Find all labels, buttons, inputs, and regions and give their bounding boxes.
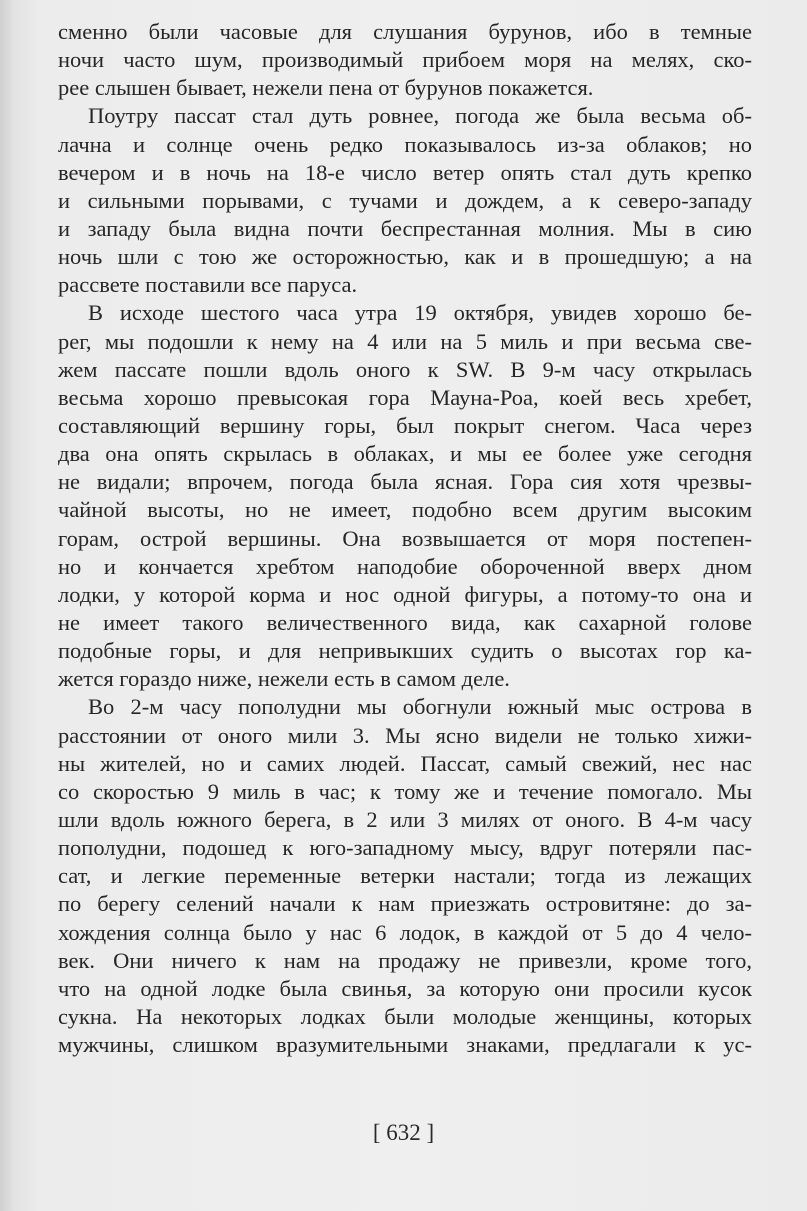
text-line: век. Они ничего к нам на продажу не привезли, кроме того,: [58, 947, 752, 973]
text-line: но и кончается хребтом наподобие обороченной вверх дном: [58, 553, 752, 579]
text-line: пополудни, подошед к юго-западному мысу, вдруг потеряли пас-: [58, 835, 752, 861]
text-line: сменно были часовые для слушания бурунов, ибо в темные: [58, 19, 752, 44]
text-line: хождения солнца было у нас 6 лодок, в каждой от 5 до 4 чело-: [58, 919, 752, 945]
text-line: не имеет такого величественного вида, как сахарной голове: [58, 609, 752, 635]
paragraph: [58, 102, 752, 299]
text-line: ночь шли с тою же осторожностью, как и в прошедшую; а на: [58, 244, 752, 270]
text-line: и западу была видна почти беспрестанная молния. Мы в сию: [58, 215, 752, 241]
text-line: жем пассате пошли вдоль оного к SW. В 9-м часу открылась: [58, 356, 752, 382]
text-line: не видали; впрочем, погода была ясная. Гора сия хотя чрезвы-: [58, 469, 752, 495]
text-line: горам, острой вершины. Она возвышается от моря постепен-: [58, 525, 752, 551]
text-line: и сильными порывами, с тучами и дождем, а к северо-западу: [58, 187, 752, 213]
text-line: вечером и в ночь на 18-е число ветер опять стал дуть крепко: [58, 159, 752, 185]
text-line: лодки, у которой корма и нос одной фигуры, а потому-то она и: [58, 581, 752, 607]
paragraph: [58, 299, 752, 693]
text-line: что на одной лодке была свинья, за которую они просили кусок: [58, 975, 752, 1001]
text-line: Во 2-м часу пополудни мы обогнули южный мыс острова в: [88, 694, 752, 720]
text-line: жется гораздо ниже, нежели есть в самом деле.: [58, 666, 510, 692]
text-line: В исходе шестого часа утра 19 октября, увидев хорошо бе-: [88, 300, 752, 326]
text-line: рассвете поставили все паруса.: [58, 272, 358, 298]
text-line: Поутру пассат стал дуть ровнее, погода же была весьма об-: [88, 103, 752, 129]
text-line: составляющий вершину горы, был покрыт снегом. Часа через: [58, 412, 752, 438]
text-line: по берегу селений начали к нам приезжать островитяне: до за-: [58, 891, 752, 917]
text-line: ны жителей, но и самих людей. Пассат, самый свежий, нес нас: [58, 750, 752, 776]
text-line: со скоростью 9 миль в час; к тому же и течение помогало. Мы: [58, 778, 752, 804]
text-line: рее слышен бывает, нежели пена от бурунов покажется.: [58, 75, 594, 101]
text-line: два она опять скрылась в облаках, и мы ее более уже сегодня: [58, 441, 752, 467]
text-line: расстоянии от оного мили 3. Мы ясно видели не только хижи-: [58, 722, 752, 748]
paragraph: [58, 693, 752, 1059]
text-line: сукна. На некоторых лодках были молодые женщины, которых: [58, 1003, 752, 1029]
text-line: весьма хорошо превысокая гора Мауна-Роа, коей весь хребет,: [58, 384, 752, 410]
text-line: сат, и легкие переменные ветерки настали; тогда из лежащих: [58, 863, 752, 889]
text-line: лачна и солнце очень редко показывалось из-за облаков; но: [58, 131, 752, 157]
text-line: рег, мы подошли к нему на 4 или на 5 миль и при весьма све-: [58, 328, 752, 354]
text-line: мужчины, слишком вразумительными знаками, предлагали к ус-: [58, 1032, 752, 1058]
page-body-text: [58, 18, 752, 1059]
text-line: подобные горы, и для непривыкших судить о высотах гор ка-: [58, 638, 752, 664]
text-line: шли вдоль южного берега, в 2 или 3 милях от оного. В 4-м часу: [58, 806, 752, 832]
paragraph: [58, 18, 752, 102]
text-line: ночи часто шум, производимый прибоем моря на мелях, ско-: [58, 47, 752, 73]
page-number: [ 632 ]: [372, 1120, 435, 1145]
text-line: чайной высоты, но не имеет, подобно всем другим высоким: [58, 497, 752, 523]
